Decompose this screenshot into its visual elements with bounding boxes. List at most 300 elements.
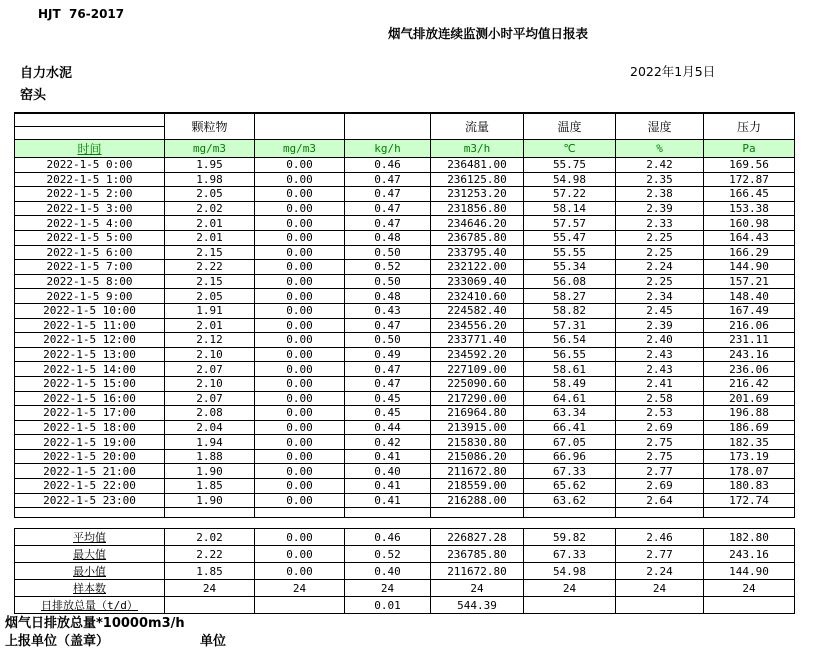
time-cell: 2022-1-5 21:00 [15,464,165,479]
value-cell: 0.48 [345,289,431,304]
value-cell: 233771.40 [431,333,524,348]
value-cell: 0.00 [255,216,345,231]
time-cell: 2022-1-5 23:00 [15,493,165,508]
value-cell: 1.90 [165,464,255,479]
value-cell: 169.56 [704,158,795,173]
empty-cell [165,508,255,518]
col-header-pressure: 压力 [704,113,795,140]
value-cell: 66.41 [524,420,616,435]
value-cell: 0.00 [255,464,345,479]
summary-value-cell: 24 [165,580,255,597]
summary-value-cell: 2.77 [616,546,704,563]
summary-value-cell [704,597,795,614]
time-cell: 2022-1-5 4:00 [15,216,165,231]
value-cell: 2.01 [165,216,255,231]
summary-value-cell [524,597,616,614]
value-cell: 0.00 [255,318,345,333]
summary-value-cell: 0.01 [345,597,431,614]
value-cell: 196.88 [704,406,795,421]
table-row [15,391,795,406]
value-cell: 217290.00 [431,391,524,406]
value-cell: 67.05 [524,435,616,450]
time-cell: 2022-1-5 15:00 [15,376,165,391]
value-cell: 236785.80 [431,230,524,245]
value-cell: 172.87 [704,172,795,187]
value-cell: 2.58 [616,391,704,406]
value-cell: 0.00 [255,391,345,406]
col-header-blank-2 [345,113,431,140]
table-row [15,158,795,173]
unit-cell: ℃ [524,140,616,158]
value-cell: 186.69 [704,420,795,435]
value-cell: 0.00 [255,376,345,391]
value-cell: 2.12 [165,333,255,348]
summary-label-cell: 最小值 [15,563,165,580]
time-cell: 2022-1-5 9:00 [15,289,165,304]
table-row [15,464,795,479]
table-row [15,479,795,494]
value-cell: 2.24 [616,260,704,275]
summary-label-cell: 最大值 [15,546,165,563]
empty-header-cell-bottom [15,127,165,140]
value-cell: 0.43 [345,303,431,318]
value-cell: 2.53 [616,406,704,421]
value-cell: 2.25 [616,245,704,260]
value-cell: 172.74 [704,493,795,508]
value-cell: 0.50 [345,274,431,289]
value-cell: 2.04 [165,420,255,435]
summary-value-cell: 226827.28 [431,529,524,546]
summary-row [15,580,795,597]
value-cell: 2.05 [165,187,255,202]
value-cell: 64.61 [524,391,616,406]
empty-cell [345,508,431,518]
value-cell: 58.14 [524,201,616,216]
table-row [15,406,795,421]
value-cell: 224582.40 [431,303,524,318]
value-cell: 2.75 [616,435,704,450]
value-cell: 0.41 [345,449,431,464]
value-cell: 216964.80 [431,406,524,421]
time-cell: 2022-1-5 2:00 [15,187,165,202]
time-cell: 2022-1-5 20:00 [15,449,165,464]
table-row [15,245,795,260]
value-cell: 2.01 [165,230,255,245]
empty-cell [15,508,165,518]
value-cell: 0.47 [345,318,431,333]
value-cell: 0.47 [345,216,431,231]
table-row [15,216,795,231]
value-cell: 55.75 [524,158,616,173]
summary-value-cell: 544.39 [431,597,524,614]
unit-cell: mg/m3 [255,140,345,158]
value-cell: 0.50 [345,333,431,348]
summary-value-cell: 2.24 [616,563,704,580]
value-cell: 216288.00 [431,493,524,508]
value-cell: 0.00 [255,435,345,450]
value-cell: 180.83 [704,479,795,494]
value-cell: 0.00 [255,187,345,202]
value-cell: 2.07 [165,362,255,377]
summary-row [15,529,795,546]
table-row [15,435,795,450]
value-cell: 236481.00 [431,158,524,173]
value-cell: 0.00 [255,260,345,275]
value-cell: 2.42 [616,158,704,173]
table-row [15,376,795,391]
col-header-temperature: 温度 [524,113,616,140]
value-cell: 56.08 [524,274,616,289]
value-cell: 173.19 [704,449,795,464]
time-cell: 2022-1-5 1:00 [15,172,165,187]
value-cell: 234646.20 [431,216,524,231]
value-cell: 0.40 [345,464,431,479]
summary-value-cell: 0.00 [255,529,345,546]
unit-label: 单位 [200,634,227,649]
value-cell: 166.29 [704,245,795,260]
table-row [15,201,795,216]
value-cell: 0.00 [255,493,345,508]
summary-value-cell: 2.02 [165,529,255,546]
value-cell: 2.69 [616,479,704,494]
report-date: 2022年1月5日 [630,64,716,79]
value-cell: 0.41 [345,479,431,494]
table-row [15,289,795,304]
time-cell: 2022-1-5 0:00 [15,158,165,173]
value-cell: 2.35 [616,172,704,187]
value-cell: 2.43 [616,347,704,362]
value-cell: 234556.20 [431,318,524,333]
col-header-flow: 流量 [431,113,524,140]
value-cell: 166.45 [704,187,795,202]
value-cell: 216.06 [704,318,795,333]
summary-value-cell: 0.40 [345,563,431,580]
value-cell: 2.41 [616,376,704,391]
value-cell: 58.82 [524,303,616,318]
value-cell: 0.48 [345,230,431,245]
table-row [15,260,795,275]
value-cell: 2.39 [616,318,704,333]
value-cell: 55.47 [524,230,616,245]
value-cell: 63.34 [524,406,616,421]
value-cell: 201.69 [704,391,795,406]
col-header-blank-1 [255,113,345,140]
value-cell: 178.07 [704,464,795,479]
value-cell: 2.15 [165,274,255,289]
summary-value-cell: 0.00 [255,563,345,580]
unit-cell: % [616,140,704,158]
table-row [15,493,795,508]
summary-rows [15,529,795,614]
summary-value-cell: 24 [524,580,616,597]
value-cell: 157.21 [704,274,795,289]
footnote-total-emission: 烟气日排放总量*10000m3/h [5,616,185,631]
value-cell: 0.00 [255,158,345,173]
value-cell: 0.42 [345,435,431,450]
value-cell: 2.22 [165,260,255,275]
table-row [15,172,795,187]
time-cell: 2022-1-5 12:00 [15,333,165,348]
table-row [15,449,795,464]
value-cell: 0.50 [345,245,431,260]
table-row [15,187,795,202]
value-cell: 236125.80 [431,172,524,187]
value-cell: 1.90 [165,493,255,508]
value-cell: 2.05 [165,289,255,304]
value-cell: 2.15 [165,245,255,260]
empty-cell [255,508,345,518]
value-cell: 233795.40 [431,245,524,260]
table-row [15,303,795,318]
summary-value-cell: 0.52 [345,546,431,563]
value-cell: 232410.60 [431,289,524,304]
value-cell: 0.00 [255,289,345,304]
value-cell: 0.47 [345,187,431,202]
value-cell: 56.54 [524,333,616,348]
value-cell: 233069.40 [431,274,524,289]
value-cell: 227109.00 [431,362,524,377]
value-cell: 231856.80 [431,201,524,216]
summary-value-cell: 243.16 [704,546,795,563]
value-cell: 2.64 [616,493,704,508]
value-cell: 0.00 [255,362,345,377]
value-cell: 2.38 [616,187,704,202]
summary-label-cell: 平均值 [15,529,165,546]
value-cell: 57.22 [524,187,616,202]
value-cell: 0.00 [255,449,345,464]
summary-value-cell: 2.46 [616,529,704,546]
main-table [14,112,795,518]
empty-cell [524,508,616,518]
time-cell: 2022-1-5 7:00 [15,260,165,275]
unit-header-row [15,140,795,158]
value-cell: 231253.20 [431,187,524,202]
summary-value-cell: 59.82 [524,529,616,546]
value-cell: 1.88 [165,449,255,464]
value-cell: 0.00 [255,245,345,260]
time-cell: 2022-1-5 10:00 [15,303,165,318]
value-cell: 2.34 [616,289,704,304]
time-cell: 2022-1-5 14:00 [15,362,165,377]
value-cell: 0.41 [345,493,431,508]
value-cell: 0.47 [345,362,431,377]
unit-cell: kg/h [345,140,431,158]
time-cell: 2022-1-5 22:00 [15,479,165,494]
value-cell: 2.07 [165,391,255,406]
value-cell: 0.00 [255,347,345,362]
time-cell: 2022-1-5 5:00 [15,230,165,245]
value-cell: 2.39 [616,201,704,216]
unit-cell: m3/h [431,140,524,158]
value-cell: 0.00 [255,274,345,289]
value-cell: 58.61 [524,362,616,377]
summary-value-cell: 24 [345,580,431,597]
value-cell: 0.52 [345,260,431,275]
value-cell: 2.10 [165,376,255,391]
value-cell: 2.02 [165,201,255,216]
value-cell: 0.44 [345,420,431,435]
summary-value-cell: 144.90 [704,563,795,580]
time-cell: 2022-1-5 8:00 [15,274,165,289]
summary-value-cell: 24 [255,580,345,597]
value-cell: 1.91 [165,303,255,318]
empty-row [15,508,795,518]
table-row [15,318,795,333]
summary-value-cell: 67.33 [524,546,616,563]
value-cell: 236.06 [704,362,795,377]
company-name: 自力水泥 [20,66,73,81]
summary-value-cell: 182.80 [704,529,795,546]
time-cell: 2022-1-5 18:00 [15,420,165,435]
value-cell: 1.95 [165,158,255,173]
time-cell: 2022-1-5 6:00 [15,245,165,260]
value-cell: 0.00 [255,479,345,494]
col-header-particulate: 颗粒物 [165,113,255,140]
summary-value-cell: 24 [704,580,795,597]
empty-header-cell-top [15,113,165,127]
unit-cell: Pa [704,140,795,158]
value-cell: 57.31 [524,318,616,333]
value-cell: 0.45 [345,406,431,421]
summary-row [15,546,795,563]
value-cell: 55.55 [524,245,616,260]
summary-value-cell: 236785.80 [431,546,524,563]
summary-value-cell: 2.22 [165,546,255,563]
value-cell: 0.00 [255,406,345,421]
value-cell: 218559.00 [431,479,524,494]
value-cell: 0.47 [345,376,431,391]
value-cell: 58.27 [524,289,616,304]
time-cell: 2022-1-5 3:00 [15,201,165,216]
value-cell: 0.00 [255,172,345,187]
value-cell: 58.49 [524,376,616,391]
value-cell: 63.62 [524,493,616,508]
summary-row [15,597,795,614]
value-cell: 2.33 [616,216,704,231]
empty-cell [704,508,795,518]
value-cell: 56.55 [524,347,616,362]
summary-value-cell: 1.85 [165,563,255,580]
value-cell: 182.35 [704,435,795,450]
table-row [15,362,795,377]
time-cell: 2022-1-5 19:00 [15,435,165,450]
summary-value-cell: 24 [431,580,524,597]
time-cell: 2022-1-5 16:00 [15,391,165,406]
value-cell: 0.45 [345,391,431,406]
summary-label-cell: 样本数 [15,580,165,597]
data-rows [15,158,795,508]
unit-cell: mg/m3 [165,140,255,158]
value-cell: 231.11 [704,333,795,348]
table-row [15,274,795,289]
value-cell: 2.45 [616,303,704,318]
value-cell: 232122.00 [431,260,524,275]
value-cell: 243.16 [704,347,795,362]
value-cell: 148.40 [704,289,795,304]
summary-table [14,528,795,614]
value-cell: 55.34 [524,260,616,275]
value-cell: 215830.80 [431,435,524,450]
value-cell: 167.49 [704,303,795,318]
value-cell: 215086.20 [431,449,524,464]
value-cell: 2.01 [165,318,255,333]
value-cell: 2.25 [616,274,704,289]
value-cell: 211672.80 [431,464,524,479]
value-cell: 0.47 [345,201,431,216]
summary-row [15,563,795,580]
page-title: 烟气排放连续监测小时平均值日报表 [388,26,589,41]
table-row [15,230,795,245]
time-column-header: 时间 [15,140,165,158]
value-cell: 216.42 [704,376,795,391]
value-cell: 67.33 [524,464,616,479]
summary-value-cell: 0.46 [345,529,431,546]
value-cell: 65.62 [524,479,616,494]
value-cell: 66.96 [524,449,616,464]
summary-value-cell: 54.98 [524,563,616,580]
value-cell: 2.77 [616,464,704,479]
value-cell: 1.94 [165,435,255,450]
value-cell: 144.90 [704,260,795,275]
value-cell: 164.43 [704,230,795,245]
table-row [15,333,795,348]
value-cell: 2.10 [165,347,255,362]
value-cell: 57.57 [524,216,616,231]
empty-cell [616,508,704,518]
value-cell: 54.98 [524,172,616,187]
summary-value-cell: 24 [616,580,704,597]
summary-label-cell: 日排放总量（t/d） [15,597,165,614]
station-name: 窑头 [20,88,47,103]
summary-value-cell [255,597,345,614]
value-cell: 234592.20 [431,347,524,362]
value-cell: 0.00 [255,333,345,348]
value-cell: 2.75 [616,449,704,464]
value-cell: 213915.00 [431,420,524,435]
value-cell: 0.00 [255,420,345,435]
col-header-humidity: 湿度 [616,113,704,140]
reporting-unit-label: 上报单位（盖章） [5,634,110,649]
value-cell: 0.46 [345,158,431,173]
value-cell: 0.00 [255,230,345,245]
summary-value-cell: 0.00 [255,546,345,563]
value-cell: 0.49 [345,347,431,362]
time-cell: 2022-1-5 17:00 [15,406,165,421]
value-cell: 225090.60 [431,376,524,391]
empty-cell [431,508,524,518]
value-cell: 2.43 [616,362,704,377]
value-cell: 0.47 [345,172,431,187]
summary-value-cell [616,597,704,614]
group-header-row-top [15,113,795,127]
value-cell: 0.00 [255,303,345,318]
value-cell: 153.38 [704,201,795,216]
value-cell: 2.69 [616,420,704,435]
value-cell: 2.40 [616,333,704,348]
table-row [15,420,795,435]
value-cell: 2.08 [165,406,255,421]
value-cell: 1.98 [165,172,255,187]
doc-code: HJT 76-2017 [38,7,125,21]
value-cell: 2.25 [616,230,704,245]
summary-value-cell [165,597,255,614]
time-cell: 2022-1-5 13:00 [15,347,165,362]
value-cell: 0.00 [255,201,345,216]
table-row [15,347,795,362]
value-cell: 1.85 [165,479,255,494]
summary-value-cell: 211672.80 [431,563,524,580]
time-cell: 2022-1-5 11:00 [15,318,165,333]
